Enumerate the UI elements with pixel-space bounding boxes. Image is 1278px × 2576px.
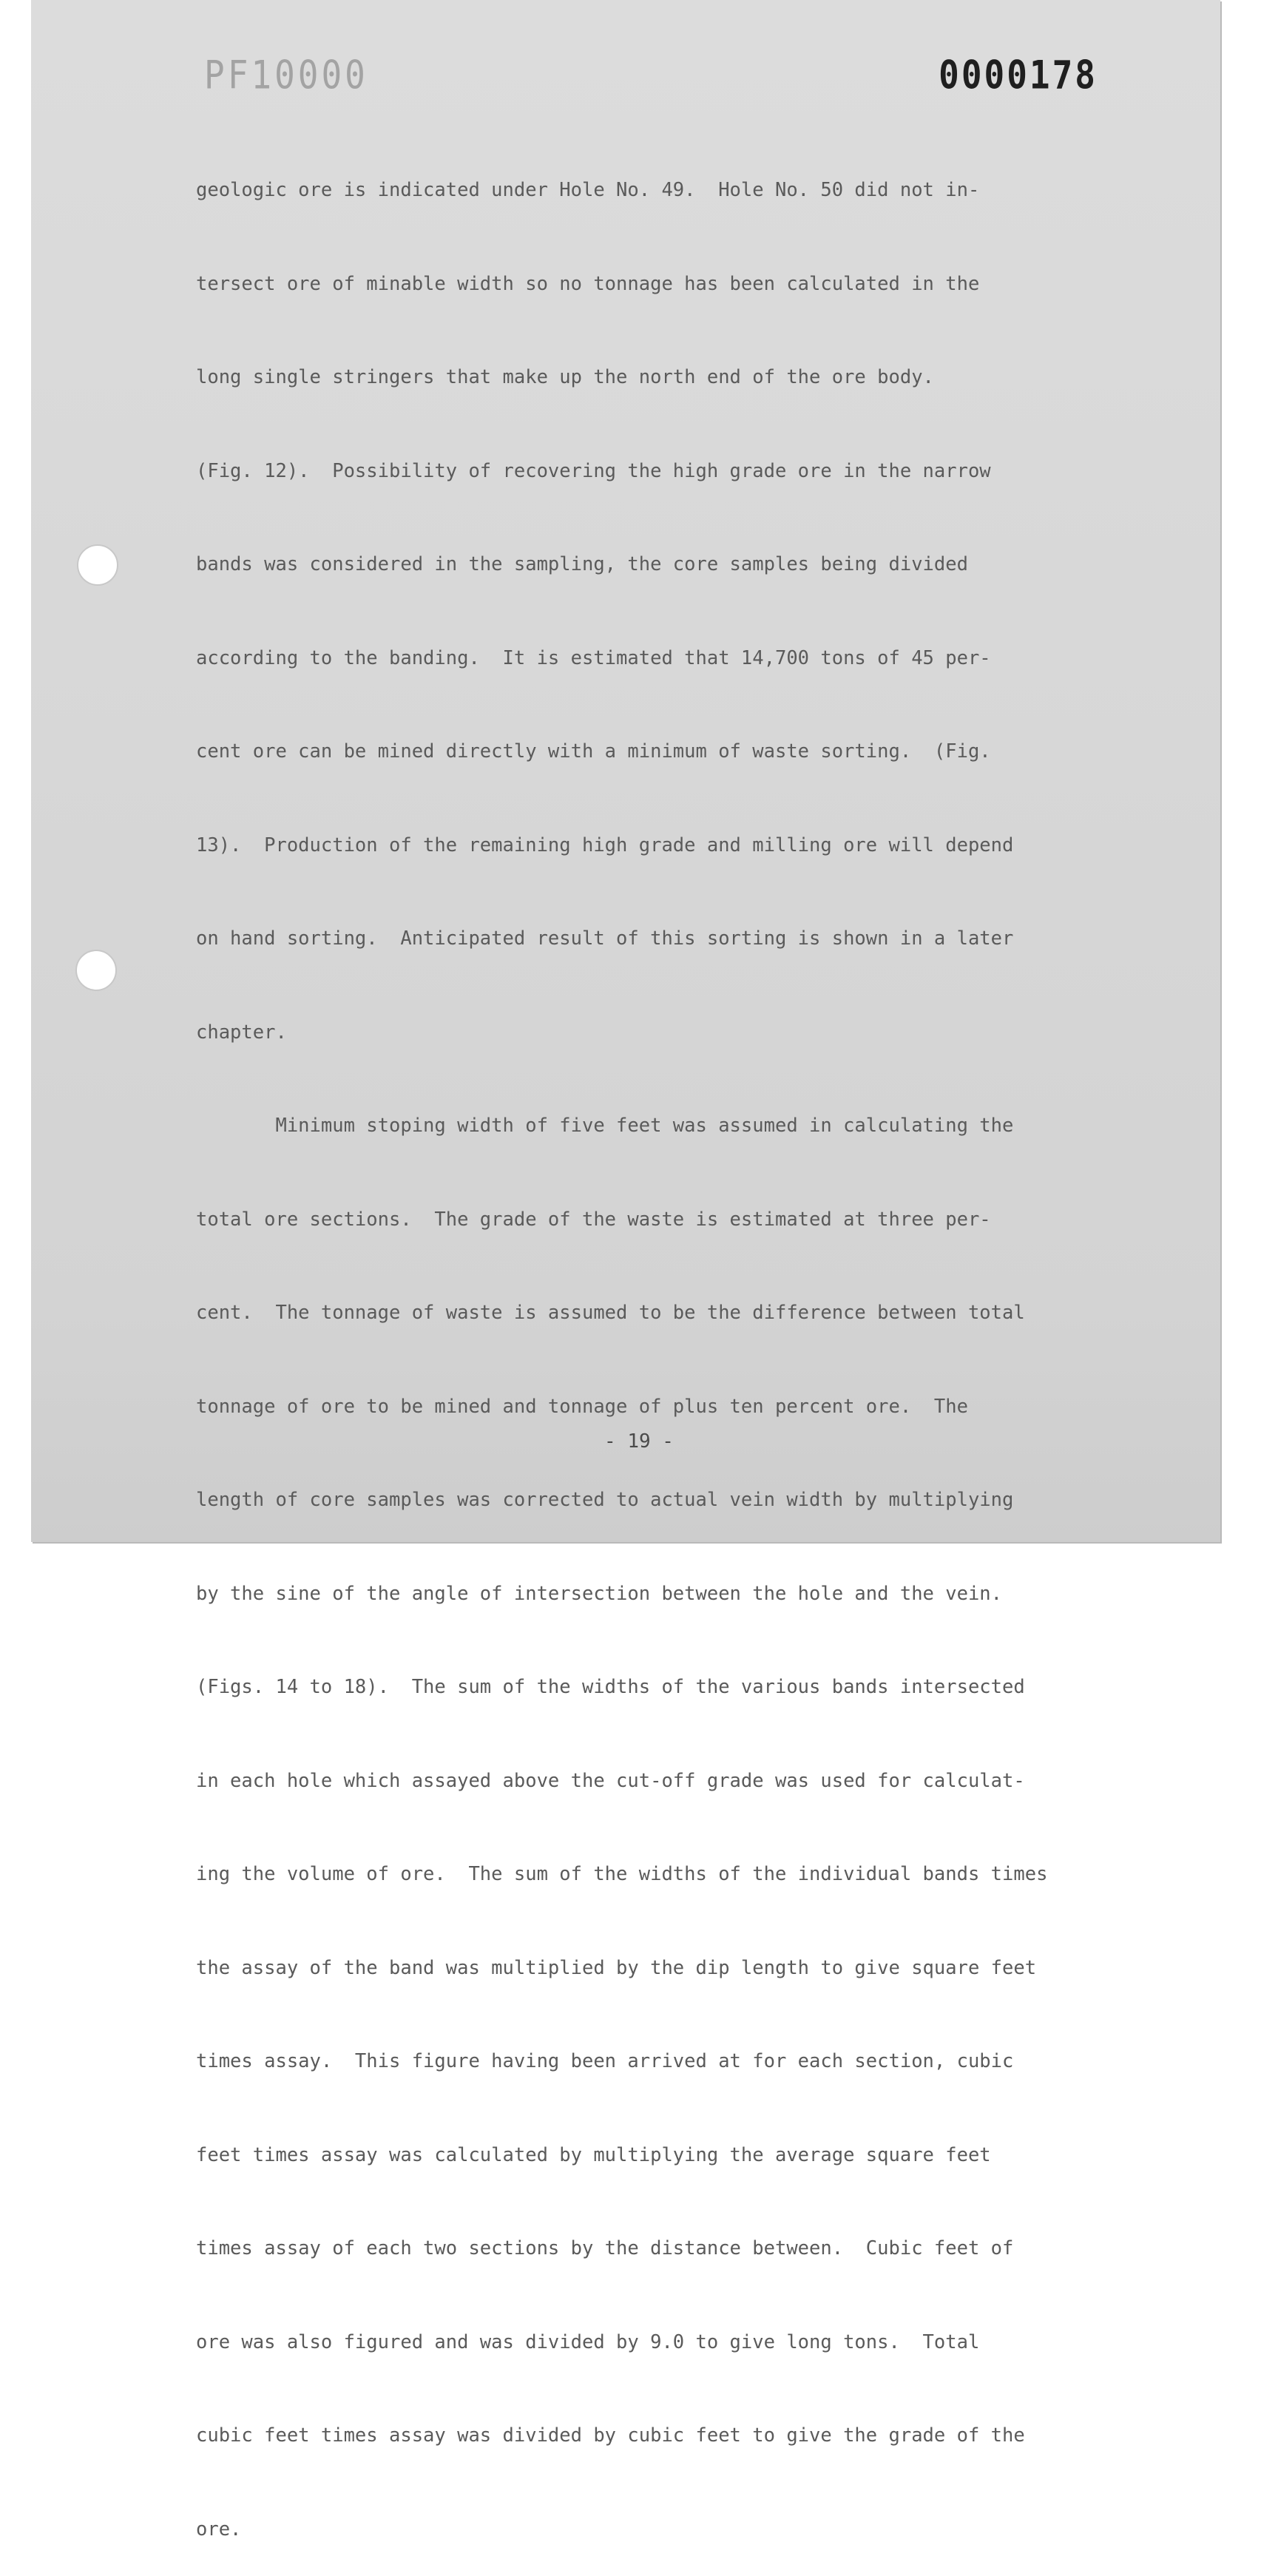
text-line: times assay of each two sections by the distance between. Cubic feet of [196,2237,1014,2259]
text-line: Minimum stoping width of five feet was assumed in calculating the [196,1115,1014,1137]
body-text [196,121,1128,2576]
text-line: long single stringers that make up the north end of the ore body. [196,366,934,388]
text-line: tersect ore of minable width so no tonnage has been calculated in the [196,272,980,295]
text-line: cent. The tonnage of waste is assumed to be the difference between total [196,1302,1025,1324]
text-line: 13). Production of the remaining high grade and milling ore will depend [196,834,1014,856]
text-line: geologic ore is indicated under Hole No. 49. Hole No. 50 did not in- [196,179,980,201]
text-line: according to the banding. It is estimated that 14,700 tons of 45 per- [196,646,991,669]
text-line: on hand sorting. Anticipated result of this sorting is shown in a later [196,927,1014,950]
text-line: feet times assay was calculated by multiplying the average square feet [196,2143,991,2166]
text-line: ore was also figured and was divided by 9.0 to give long tons. Total [196,2330,980,2353]
document-id-number: 0000178 [939,52,1098,98]
text-line: tonnage of ore to be mined and tonnage of plus ten percent ore. The [196,1395,968,1418]
punch-hole-top [77,544,118,586]
punch-hole-bottom [75,950,117,991]
text-line: cent ore can be mined directly with a minimum of waste sorting. (Fig. [196,740,991,763]
text-line: length of core samples was corrected to actual vein width by multiplying [196,1489,1014,1511]
text-line: times assay. This figure having been arrived at for each section, cubic [196,2050,1014,2072]
text-line: ing the volume of ore. The sum of the widths of the individual bands times [196,1863,1048,1885]
text-line: cubic feet times assay was divided by cubic feet to give the grade of the [196,2424,1025,2447]
page-number: - 19 - [604,1430,674,1453]
text-line: total ore sections. The grade of the waste is estimated at three per- [196,1208,991,1231]
text-line: ore. [196,2518,242,2540]
text-line: (Figs. 14 to 18). The sum of the widths of the various bands intersected [196,1676,1025,1698]
text-line: bands was considered in the sampling, the core samples being divided [196,553,968,575]
text-line: (Fig. 12). Possibility of recovering the high grade ore in the narrow [196,459,991,482]
document-stamp-faint: PF10000 [204,52,368,98]
text-line: chapter. [196,1021,287,1044]
text-line: by the sine of the angle of intersection between the hole and the vein. [196,1582,1003,1605]
text-line: in each hole which assayed above the cut-off grade was used for calculat- [196,1769,1025,1792]
text-line: the assay of the band was multiplied by the dip length to give square feet [196,1956,1037,1979]
